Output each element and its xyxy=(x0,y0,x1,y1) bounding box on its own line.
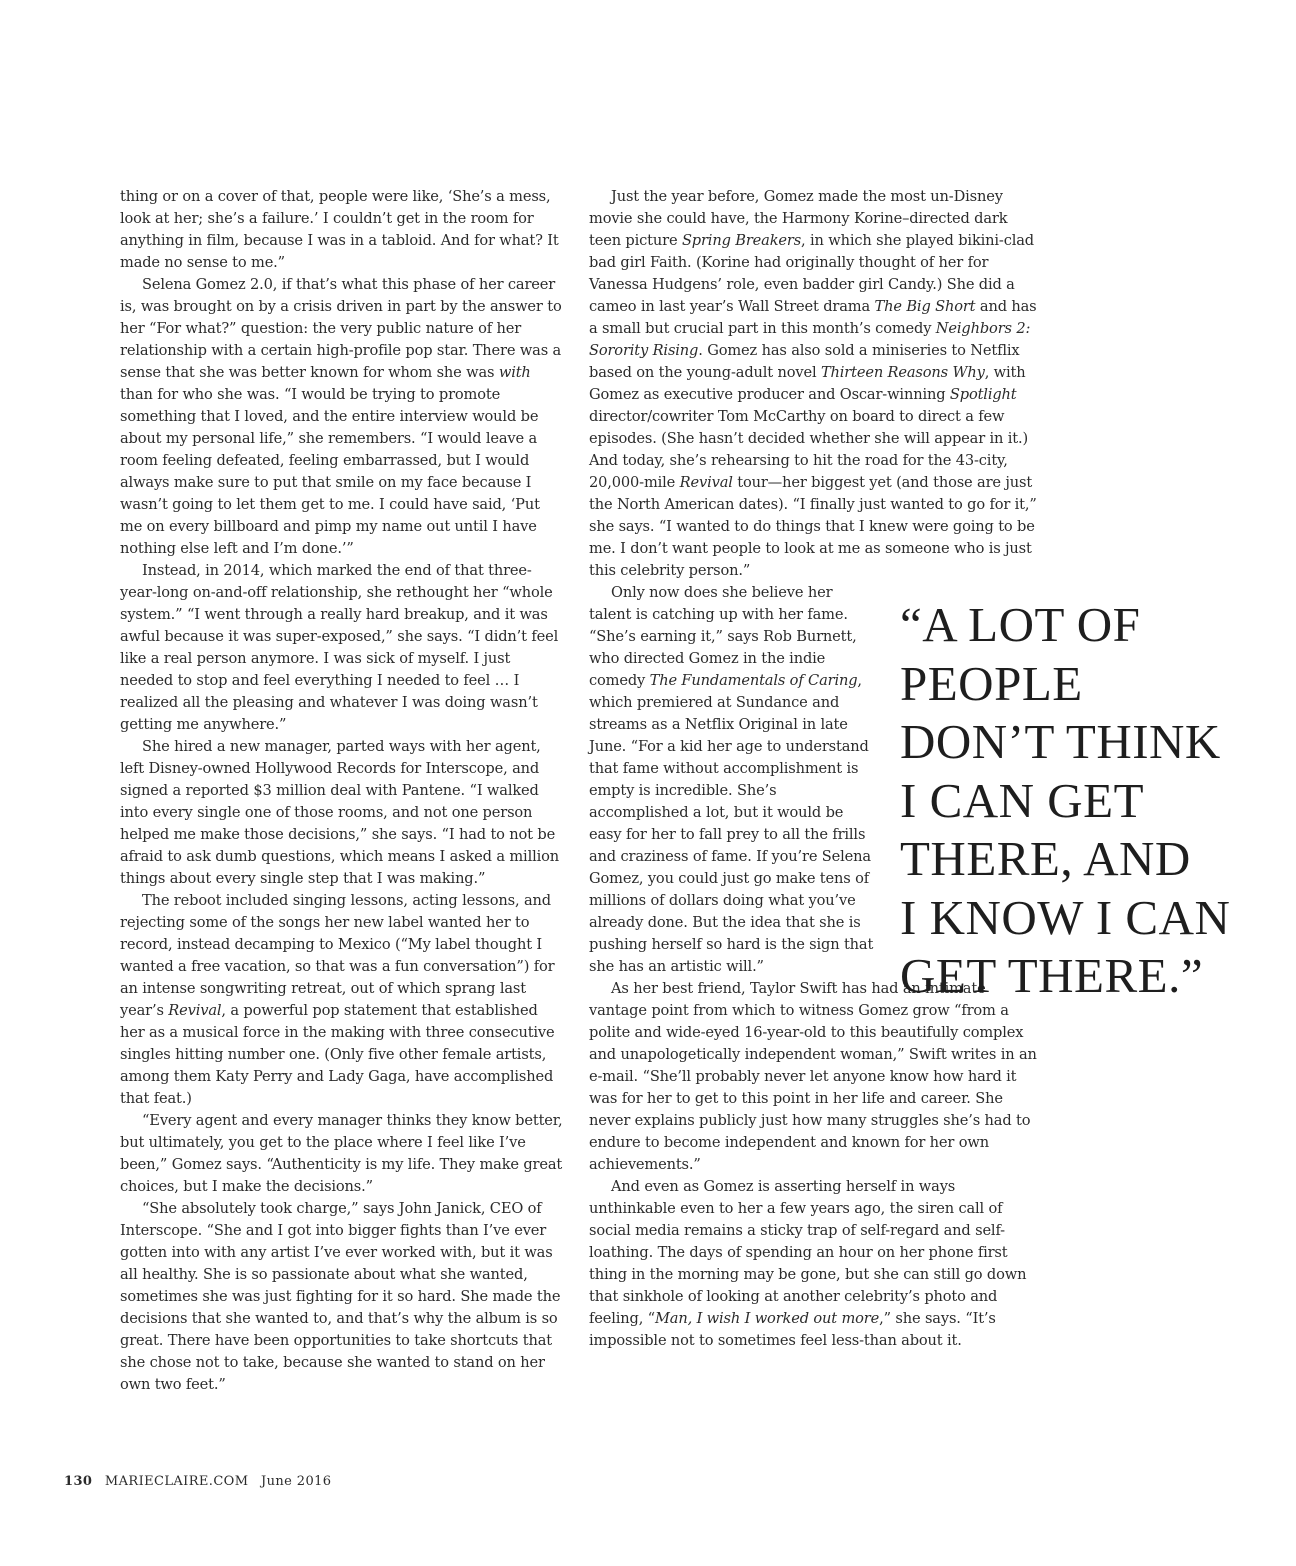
article-paragraph: And even as Gomez is asserting herself in ways unthinkable even to her a few years ago, the siren call of social media remains a sticky trap of self-regard and self-loathing. The days of spending an hour on her phone first thing in the morning may be gone, but she can still go down that sinkhole of looking at another celebrity’s photo and feeling, “Man, I wish I worked out more,” she says. “It’s impossible not to sometimes feel less-than about it. xyxy=(589,1178,1027,1349)
article-paragraph: thing or on a cover of that, people were like, ‘She’s a mess, look at her; she’s a failure.’ I couldn’t get in the room for anything in film, because I was in a tabloid. And for what? It made no sense to me.” xyxy=(120,188,559,271)
article-paragraph: Just the year before, Gomez made the most un-Disney movie she could have, the Harmony Korine–directed dark teen picture Spring Breakers, in which she played bikini-clad bad girl Faith. (Korine had originally thought of her for Vanessa Hudgens’ role, even badder girl Candy.) She did a cameo in last year’s Wall Street drama The Big Short and has a small but crucial part in this month’s comedy Neighbors 2: Sorority Rising. Gomez has also sold a miniseries to Netflix based on the young-adult novel Thirteen Reasons Why, with Gomez as executive producer and Oscar-winning Spotlight director/cowriter Tom McCarthy on board to direct a few episodes. (She hasn’t decided whether she will appear in it.) And today, she’s rehearsing to hit the road for the 43-city, 20,000-mile Revival tour—her biggest yet (and those are just the North American dates). “I finally just wanted to go for it,” she says. “I wanted to do things that I knew were going to be me. I don’t want people to look at me as someone who is just this celebrity person.” xyxy=(589,188,1037,579)
article-paragraph: As her best friend, Taylor Swift has had an intimate vantage point from which to witness Gomez grow “from a polite and wide-eyed 16-year-old to this beautifully complex and unapologetically independent woman,” Swift writes in an e-mail. “She’ll probably never let anyone know how hard it was for her to get to this point in her life and career. She never explains publicly just how many struggles she’s had to endure to become independent and known for her own achievements.” xyxy=(589,980,1037,1173)
pull-quote-line: GET THERE.” xyxy=(900,948,1204,1003)
article-paragraph: Only now does she believe her talent is catching up with her fame. “She’s earning it,” says Rob Burnett, who directed Gomez in the indie comedy The Fundamentals of Caring, which premiered at Sundance and streams as a Netflix Original in late June. “For a kid her age to understand that fame without accomplishment is empty is incredible. She’s accomplished a lot, but it would be easy for her to fall prey to all the frills and craziness of fame. If you’re Selena Gomez, you could just go make tens of millions of dollars doing what you’ve already done. But the idea that she is pushing herself so hard is the sign that she has an artistic will.” xyxy=(589,584,874,975)
pull-quote-line: I KNOW I CAN xyxy=(900,889,1231,945)
article-paragraph: “She absolutely took charge,” says John Janick, CEO of Interscope. “She and I got into bigger fights than I’ve ever gotten into with any artist I’ve ever worked with, but it was all healthy. She is so passionate about what she wanted, sometimes she was just fighting for it so hard. She made the decisions that she wanted to, and that’s why the album is so great. There have been opportunities to take shortcuts that she chose not to take, because she wanted to stand on her own two feet.” xyxy=(120,1200,561,1393)
page-number: 130 xyxy=(64,1474,93,1489)
pull-quote xyxy=(900,596,1230,1006)
pull-quote-line: DON’T THINK xyxy=(900,714,1221,769)
pull-quote-line: “A LOT OF xyxy=(900,597,1141,652)
issue-date: June 2016 xyxy=(260,1474,332,1489)
page-footer xyxy=(64,1474,331,1489)
article-paragraph: “Every agent and every manager thinks they know better, but ultimately, you get to the place where I feel like I’ve been,” Gomez says. “Authenticity is my life. They make great choices, but I make the decisions.” xyxy=(120,1112,563,1195)
publication-site: MARIECLAIRE.COM xyxy=(104,1474,249,1489)
article-paragraph: The reboot included singing lessons, acting lessons, and rejecting some of the songs her new label wanted her to record, instead decamping to Mexico (“My label thought I wanted a free vacation, so that was a fun conversation”) for an intense songwriting retreat, out of which sprang last year’s Revival, a powerful pop statement that established her as a musical force in the making with three consecutive singles hitting number one. (Only five other female artists, among them Katy Perry and Lady Gaga, have accomplished that feat.) xyxy=(120,892,555,1107)
article-paragraph: Selena Gomez 2.0, if that’s what this phase of her career is, was brought on by a crisis driven in part by the answer to her “For what?” question: the very public nature of her relationship with a certain high-profile pop star. There was a sense that she was better known for whom she was with than for who she was. “I would be trying to promote something that I loved, and the entire interview would be about my personal life,” she remembers. “I would leave a room feeling defeated, feeling embarrassed, but I would always make sure to put that smile on my face because I wasn’t going to let them get to me. I could have said, ‘Put me on every billboard and pimp my name out until I have nothing else left and I’m done.’” xyxy=(120,276,562,557)
pull-quote-line: THERE, AND xyxy=(900,831,1191,886)
pull-quote-line: PEOPLE xyxy=(900,655,1083,711)
pull-quote-line: I CAN GET xyxy=(900,772,1145,828)
article-paragraph: Instead, in 2014, which marked the end of that three-year-long on-and-off relationship, she rethought her “whole system.” “I went through a really hard breakup, and it was awful because it was super-exposed,” she says. “I didn’t feel like a real person anymore. I was sick of myself. I just needed to stop and feel everything I needed to feel … I realized all the pleasing and whatever I was doing wasn’t getting me anywhere.” xyxy=(120,562,559,733)
left-article-column xyxy=(120,186,565,1396)
article-paragraph: She hired a new manager, parted ways with her agent, left Disney-owned Hollywood Records for Interscope, and signed a reported $3 million deal with Pantene. “I walked into every single one of those rooms, and not one person helped me make those decisions,” she says. “I had to not be afraid to ask dumb questions, which means I asked a million things about every single step that I was making.” xyxy=(120,738,560,887)
